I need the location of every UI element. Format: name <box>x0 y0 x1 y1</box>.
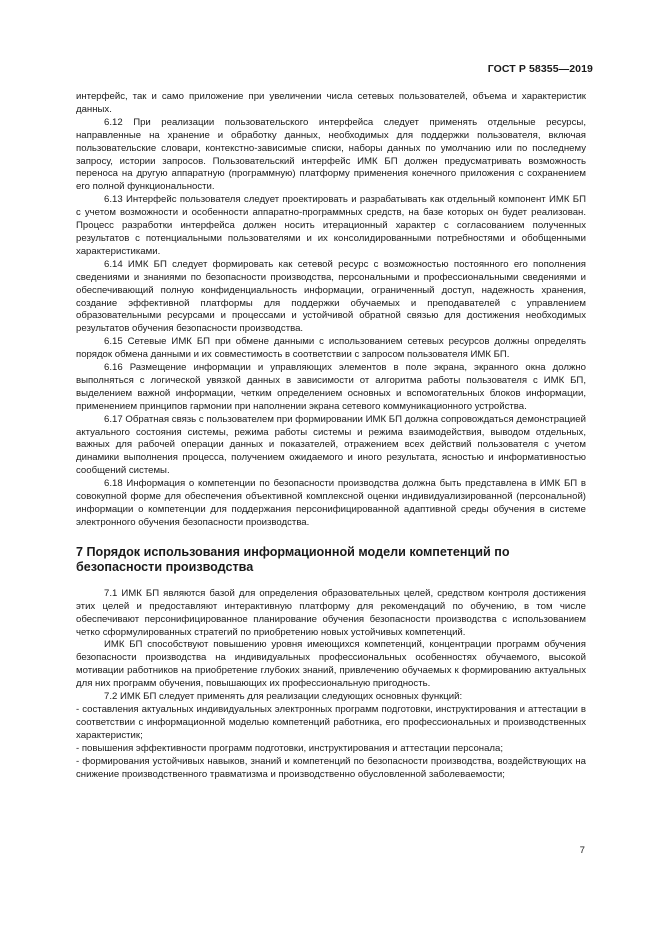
paragraph: 6.12 При реализации пользовательского интерфейса следует применять отдельные ресурсы, направленные на хранение и обработку данных, необходимых для поддержки пользователя, включая пользовательские словари, контекстно-зависимые списки, наборы данных по умолчанию или по последнему запросу, истории запросов. Пользовательский интерфейс ИМК БП должен предусматривать возможность переноса на другую аппаратную (программную) платформу применения конечного приложения с сохранением его полной функциональности. <box>76 116 586 193</box>
paragraph: 6.18 Информация о компетенции по безопасности производства должна быть представлена в ИМК БП в совокупной форме для обеспечения объективной комплексной оценки индивидуализированной (персональной) информации о компетенции для поддержания персонифицированной адаптивной среды обучения в системе электронного обучения безопасности производства. <box>76 478 586 528</box>
paragraph: ИМК БП способствуют повышению уровня имеющихся компетенций, концентрации программ обучения безопасности производства на индивидуальных профессиональных особенностях обучаемого, высокой мотивации работников на приобретение глубоких знаний, привлечению обучаемых к формированию актуальных для них программ обучения, повышающих их профессиональную пригодность. <box>76 639 586 690</box>
list-item: - составления актуальных индивидуальных электронных программ подготовки, инструктирования и аттестации в соответствии с информационной моделью компетенций работника, его профессиональных и производственных характеристик; <box>76 703 586 741</box>
paragraph: 6.13 Интерфейс пользователя следует проектировать и разрабатывать как отдельный компонент ИМК БП с учетом возможности и особенности аппаратно-программных средств, на базе которых он будет реализован. Процесс разработки интерфейса должен носить итерационный характер с согласованием полученных результатов с потенциальными пользователями и их консолидированными потребностями и обобщенными характеристиками. <box>76 194 586 257</box>
document-body <box>76 91 586 781</box>
paragraph: 6.17 Обратная связь с пользователем при формировании ИМК БП должна сопровождаться демонстрацией актуального состояния системы, режима работы системы и режима взаимодействия, выводом отдельных, важных для рабочей операции данных и показателей, отражением всех действий пользователя с учетом динамики выполнения процесса, получением ожидаемого и иного результата, ясностью и информативностью сообщений системы. <box>76 413 586 477</box>
standard-code-header: ГОСТ Р 58355—2019 <box>487 63 593 75</box>
section-6-text <box>76 91 586 530</box>
paragraph: интерфейс, так и само приложение при увеличении числа сетевых пользователей, объема и характеристик данных. <box>76 91 586 115</box>
paragraph: 6.16 Размещение информации и управляющих элементов в поле экрана, экранного окна должно выполняться с логической увязкой данных в зависимости от алгоритма работы пользователя с ИМК БП, выделением важной информации, четким определением основных и вспомогательных блоков информации, применением принципов гармонии при наполнении экрана сетевого коммуникационного устройства. <box>76 362 586 412</box>
list-item: - повышения эффективности программ подготовки, инструктирования и аттестации персонала; <box>76 742 504 754</box>
paragraph: 6.15 Сетевые ИМК БП при обмене данными с использованием сетевых ресурсов должны определять порядок обмена данными и их совместимость в соответствии с запросом пользователя ИМК БП. <box>76 336 586 361</box>
section-7-text <box>76 588 586 782</box>
list-item: - формирования устойчивых навыков, знаний и компетенций по безопасности производства, воздействующих на снижение производственного травматизма и производственно обусловленной заболеваемости; <box>76 755 586 780</box>
page-number: 7 <box>579 845 585 856</box>
section-heading: 7 Порядок использования информационной модели компетенций по безопасности производства <box>76 544 510 574</box>
paragraph: 6.14 ИМК БП следует формировать как сетевой ресурс с возможностью постоянного его пополнения сведениями и знаниями по безопасности производства, персональными и профессиональными сведениями и обеспечивающий полную конфиденциальность информации, ограниченный доступ, надежность хранения, создание эффективной платформы для поддержки обучаемых и преподавателей с управлением образовательными ресурсами и процессами и устойчивой обратной связью для достижения необходимых результатов обучения безопасности производства. <box>76 258 586 335</box>
paragraph: 7.1 ИМК БП являются базой для определения образовательных целей, средством контроля достижения этих целей и предоставляют интерактивную платформу для рекомендаций по обучению, в том числе обеспечивают персонифицированное планирование обучения безопасности производства с использованием четко сформулированных стратегий по приобретению новых устойчивых компетенций. <box>76 587 586 638</box>
paragraph: 7.2 ИМК БП следует применять для реализации следующих основных функций: <box>104 691 463 703</box>
